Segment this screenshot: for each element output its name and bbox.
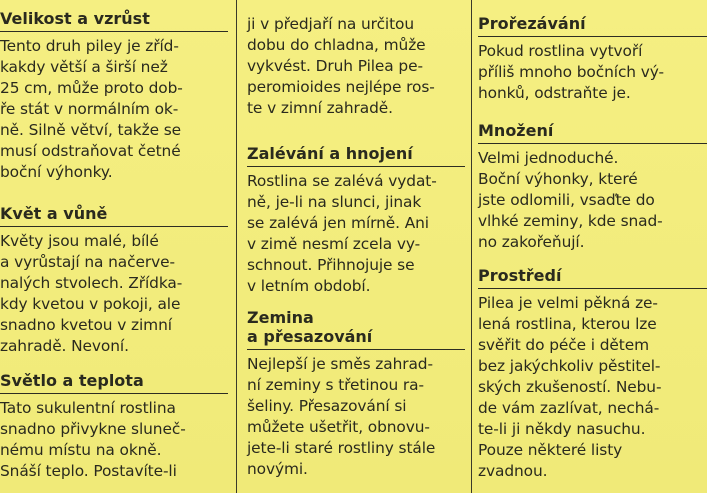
section-text: Tento druh piley je zříd- kakdy větší a širší než 25 cm, může proto dob- ře stát v normálním ok- ně. Silně větví, takže se musí odstraňovat četné boční výhonky. (0, 37, 183, 181)
section-text: Velmi jednoduché. Boční výhonky, které jste odlomili, vsaďte do vlhké zeminy, kde snad- no zakořeňují. (478, 149, 663, 251)
section-flower-scent (0, 204, 228, 357)
section-heading: Prostředí (478, 266, 707, 289)
column-divider (236, 0, 237, 493)
continued-text (247, 14, 465, 119)
column-3 (478, 0, 707, 493)
section-environment (478, 266, 707, 482)
section-size-growth (0, 9, 228, 183)
section-soil-repotting (247, 308, 465, 480)
section-pruning (478, 14, 707, 104)
section-heading: Zalévání a hnojení (247, 144, 465, 167)
section-heading: Prořezávání (478, 14, 707, 37)
section-text: Tato sukulentní rostlina snadno přivykne sluneč- nému místu na okně. Snáší teplo. Postavíte-li (0, 399, 186, 480)
section-heading: Velikost a vzrůst (0, 9, 228, 32)
column-2 (247, 0, 465, 493)
section-heading: Zemina a přesazování (247, 308, 465, 350)
section-light-temperature (0, 371, 228, 482)
section-text: ji v předjaří na určitou dobu do chladna, může vykvést. Druh Pilea pe- peromioides nejlépe ros- te v zimní zahradě. (247, 15, 435, 117)
column-1 (0, 0, 228, 493)
section-text: Pokud rostlina vytvoří příliš mnoho bočních vý- honků, odstraňte je. (478, 42, 664, 102)
column-divider (471, 0, 472, 493)
section-propagation (478, 121, 707, 253)
section-text: Květy jsou malé, bílé a vyrůstají na načerve- nalých stvolech. Zřídka- kdy kvetou v pokoji, ale snadno kvetou v zimní zahradě. Nevoní. (0, 232, 183, 355)
section-text: Pilea je velmi pěkná ze- lená rostlina, kterou lze svěřit do péče i dětem bez jakýchkoliv pěstitel- ských zkušeností. Nebu- de vám zazlívat, nechá- te-li ji někdy nasuchu. Pouze některé listy zvadnou. (478, 294, 662, 480)
section-watering-feeding (247, 144, 465, 297)
section-text: Rostlina se zalévá vydat- ně, je-li na slunci, jinak se zalévá jen mírně. Ani v zimě nesmí zcela vy- schnout. Přihnojuje se v letním období. (247, 172, 437, 295)
section-heading: Množení (478, 121, 707, 144)
section-text: Nejlepší je směs zahrad- ní zeminy s třetinou ra- šeliny. Přesazování si můžete ušetřit, obnovu- jete-li staré rostliny stále novými. (247, 355, 436, 478)
section-heading: Květ a vůně (0, 204, 228, 227)
section-heading: Světlo a teplota (0, 371, 228, 394)
